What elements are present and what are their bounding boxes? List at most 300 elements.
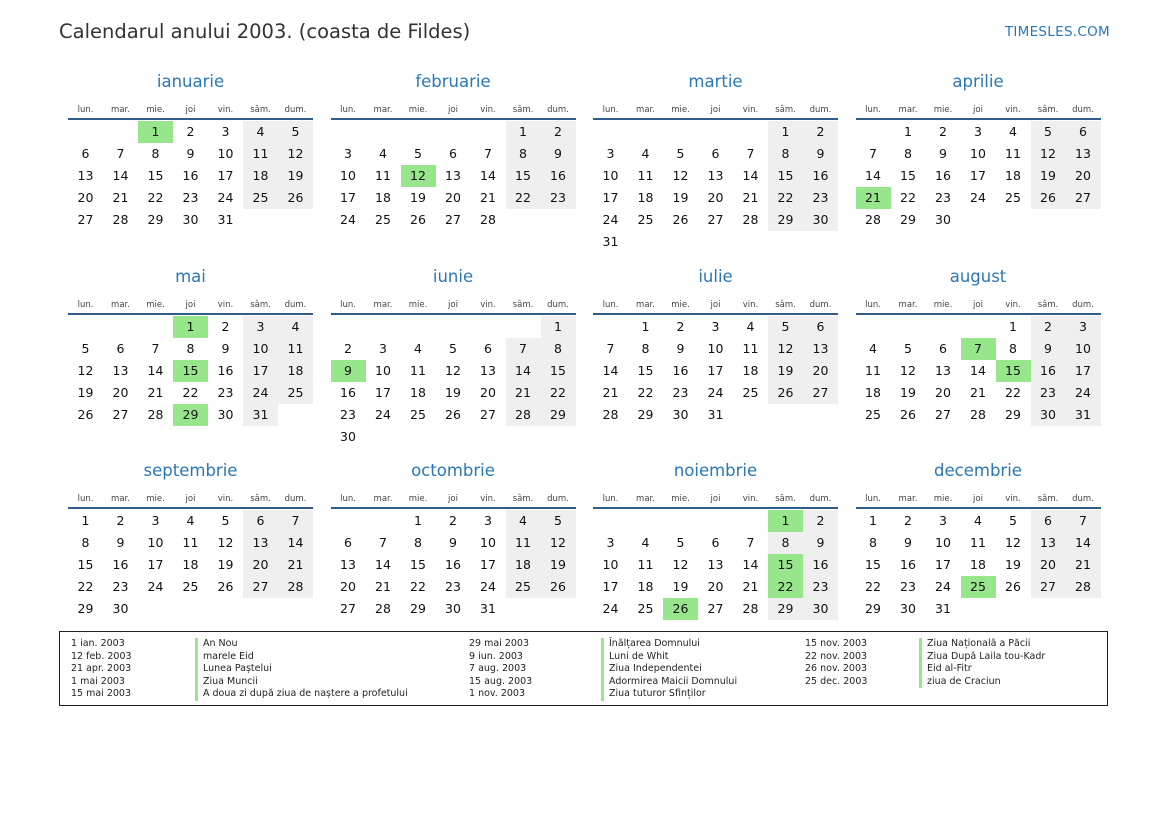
day-cell: 19 <box>278 165 313 187</box>
month-name: aprilie <box>952 72 1004 91</box>
day-cell: 26 <box>541 576 576 598</box>
day-cell: 29 <box>541 404 576 426</box>
weekday-label: sâm. <box>512 299 534 310</box>
day-cell: 18 <box>182 557 199 572</box>
holiday-day-cell: 25 <box>961 576 996 598</box>
legend-dates-col-2 <box>469 638 532 701</box>
weekday-label: lun. <box>865 494 881 504</box>
page-title: Calendarul anului 2003. (coasta de Fildes) <box>59 20 471 43</box>
day-cell: 29 <box>147 212 164 227</box>
weekday-label: mie. <box>408 105 428 115</box>
day-cell: 25 <box>506 576 541 598</box>
month-divider <box>68 507 313 509</box>
day-cell: 30 <box>182 212 199 227</box>
day-cell: 19 <box>445 384 461 400</box>
legend-date: 22 nov. 2003 <box>805 650 868 662</box>
weekday-label: mar. <box>111 105 130 115</box>
day-cell: 23 <box>803 576 838 598</box>
day-cell: 8 <box>768 143 803 165</box>
day-cell: 16 <box>935 168 951 183</box>
legend-holiday: Eid al-Fitr <box>927 663 972 674</box>
day-cell: 5 <box>449 340 457 356</box>
day-cell: 22 <box>506 187 541 209</box>
day-cell: 18 <box>506 554 541 576</box>
day-cell: 22 <box>900 190 916 205</box>
day-cell: 4 <box>1009 124 1017 139</box>
day-cell: 4 <box>869 340 877 356</box>
weekday-label: joi <box>710 105 721 115</box>
day-cell: 2 <box>803 121 838 143</box>
day-cell: 2 <box>541 121 576 143</box>
day-cell: 12 <box>278 143 313 165</box>
day-cell: 3 <box>606 535 615 550</box>
weekday-label: mie. <box>671 105 690 115</box>
month-divider <box>856 313 1101 315</box>
day-cell: 21 <box>742 190 759 205</box>
day-cell: 13 <box>803 338 838 360</box>
day-cell: 31 <box>480 601 496 616</box>
weekday-label: lun. <box>77 494 94 504</box>
weekday-label: joi <box>185 299 196 310</box>
day-cell: 16 <box>900 557 916 572</box>
day-cell: 13 <box>340 557 356 572</box>
day-cell: 28 <box>375 601 391 616</box>
month-divider <box>331 118 576 120</box>
weekday-label: dum. <box>1072 105 1094 115</box>
day-cell: 16 <box>340 384 356 400</box>
weekday-label: sâm. <box>775 494 796 504</box>
weekday-label: dum. <box>1072 299 1094 310</box>
day-cell: 13 <box>1031 532 1066 554</box>
weekday-label: mar. <box>898 105 918 115</box>
day-cell: 10 <box>1066 338 1101 360</box>
holiday-day-cell: 15 <box>173 360 208 382</box>
day-cell: 29 <box>410 601 426 616</box>
weekday-label: dum. <box>284 494 307 504</box>
day-cell: 20 <box>480 384 496 400</box>
weekday-label: dum. <box>809 105 832 115</box>
weekday-label: lun. <box>340 299 356 310</box>
legend-names-col-3 <box>919 638 1045 688</box>
day-cell: 20 <box>707 190 724 205</box>
legend-holiday: Adormirea Maicii Domnului <box>609 675 738 687</box>
day-cell: 11 <box>637 168 654 183</box>
day-cell: 1 <box>869 513 877 528</box>
day-cell: 6 <box>449 146 457 161</box>
legend-holiday: Ziua Independentei <box>609 663 702 674</box>
weekday-label: mie. <box>146 105 165 115</box>
weekday-label: vin. <box>217 105 234 115</box>
weekday-label: joi <box>973 105 983 115</box>
day-cell: 27 <box>935 406 951 422</box>
day-cell: 18 <box>742 362 759 378</box>
day-cell: 19 <box>217 557 234 572</box>
weekday-label: sâm. <box>1037 105 1059 115</box>
day-cell: 7 <box>1066 510 1101 532</box>
day-cell: 25 <box>278 382 313 404</box>
day-cell: 11 <box>970 535 986 550</box>
legend-dates-col-1 <box>71 638 132 701</box>
day-cell: 12 <box>1031 143 1066 165</box>
legend-names-col-2 <box>601 638 737 701</box>
month-name: iunie <box>432 266 474 286</box>
weekday-label: mar. <box>636 105 655 115</box>
day-cell: 19 <box>672 190 689 205</box>
day-cell: 3 <box>243 316 278 338</box>
legend-holiday: ziua de Craciun <box>927 675 1001 687</box>
day-cell: 17 <box>602 190 619 205</box>
day-cell: 9 <box>186 146 195 161</box>
day-cell: 12 <box>541 532 576 554</box>
day-cell: 1 <box>768 121 803 143</box>
weekday-label: sâm. <box>775 299 796 310</box>
legend-date: 1 ian. 2003 <box>71 638 125 649</box>
day-cell: 15 <box>768 165 803 187</box>
day-cell: 24 <box>375 406 391 422</box>
day-cell: 19 <box>1005 557 1021 572</box>
day-cell: 18 <box>375 190 391 205</box>
day-cell: 20 <box>112 384 129 400</box>
day-cell: 12 <box>1005 535 1021 550</box>
holiday-day-cell: 7 <box>961 338 996 360</box>
day-cell: 13 <box>707 557 724 572</box>
month-name: februarie <box>415 72 491 91</box>
day-cell: 11 <box>1005 146 1021 161</box>
month-name: august <box>949 266 1007 286</box>
day-cell: 21 <box>970 384 986 400</box>
day-cell: 25 <box>243 187 278 209</box>
day-cell: 22 <box>410 579 426 594</box>
day-cell: 20 <box>803 360 838 382</box>
weekday-label: sâm. <box>775 105 796 115</box>
weekday-label: vin. <box>217 299 234 310</box>
day-cell: 9 <box>116 535 125 550</box>
day-cell: 25 <box>182 579 199 594</box>
day-cell: 20 <box>935 384 951 400</box>
day-cell: 9 <box>939 146 947 161</box>
day-cell: 24 <box>340 212 356 227</box>
day-cell: 31 <box>602 234 619 249</box>
day-cell: 14 <box>147 362 164 378</box>
day-cell: 26 <box>672 212 689 227</box>
day-cell: 10 <box>340 168 356 183</box>
weekday-label: mar. <box>373 299 393 310</box>
weekday-label: mie. <box>933 105 953 115</box>
day-cell: 11 <box>278 338 313 360</box>
day-cell: 19 <box>768 360 803 382</box>
month-name: noiembrie <box>673 461 758 480</box>
day-cell: 23 <box>445 579 461 594</box>
weekday-label: dum. <box>809 494 832 504</box>
day-cell: 14 <box>278 532 313 554</box>
day-cell: 22 <box>865 579 881 594</box>
day-cell: 30 <box>803 209 838 231</box>
day-cell: 7 <box>606 340 615 356</box>
month-name: iulie <box>698 266 733 286</box>
holiday-day-cell: 21 <box>856 187 891 209</box>
day-cell: 28 <box>278 576 313 598</box>
weekday-label: vin. <box>1005 105 1021 115</box>
day-cell: 8 <box>506 143 541 165</box>
day-cell: 12 <box>217 535 234 550</box>
day-cell: 22 <box>637 384 654 400</box>
weekday-label: mar. <box>111 299 130 310</box>
weekday-label: vin. <box>480 299 496 310</box>
day-cell: 23 <box>541 187 576 209</box>
day-cell: 29 <box>768 209 803 231</box>
day-cell: 9 <box>449 535 457 550</box>
weekday-label: mar. <box>111 494 130 504</box>
day-cell: 3 <box>151 513 160 528</box>
month-name: martie <box>688 72 743 91</box>
day-cell: 12 <box>77 362 94 378</box>
day-cell: 18 <box>278 360 313 382</box>
weekday-label: mie. <box>146 494 165 504</box>
day-cell: 15 <box>410 557 426 572</box>
month-divider <box>593 313 838 315</box>
day-cell: 9 <box>541 143 576 165</box>
day-cell: 11 <box>410 362 426 378</box>
day-cell: 19 <box>541 554 576 576</box>
day-cell: 5 <box>221 513 230 528</box>
day-cell: 7 <box>506 338 541 360</box>
day-cell: 1 <box>541 316 576 338</box>
day-cell: 2 <box>803 510 838 532</box>
weekday-label: joi <box>448 299 458 310</box>
day-cell: 25 <box>410 406 426 422</box>
legend-names-col-1 <box>195 638 408 701</box>
weekday-label: lun. <box>340 105 356 115</box>
day-cell: 15 <box>637 362 654 378</box>
day-cell: 3 <box>484 513 492 528</box>
legend-date: 7 aug. 2003 <box>469 663 527 674</box>
day-cell: 6 <box>711 146 720 161</box>
day-cell: 3 <box>711 318 720 334</box>
day-cell: 27 <box>112 406 129 422</box>
day-cell: 5 <box>904 340 912 356</box>
day-cell: 8 <box>1009 340 1017 356</box>
day-cell: 28 <box>147 406 164 422</box>
day-cell: 29 <box>637 406 654 422</box>
day-cell: 4 <box>506 510 541 532</box>
day-cell: 29 <box>865 601 881 616</box>
day-cell: 17 <box>243 360 278 382</box>
weekday-label: lun. <box>865 299 881 310</box>
weekday-label: lun. <box>602 299 619 310</box>
day-cell: 2 <box>1031 316 1066 338</box>
day-cell: 27 <box>1066 187 1101 209</box>
legend-holiday: A doua zi după ziua de naștere a profetului <box>203 688 408 699</box>
day-cell: 30 <box>445 601 461 616</box>
day-cell: 6 <box>243 510 278 532</box>
day-cell: 23 <box>182 190 199 205</box>
day-cell: 4 <box>278 316 313 338</box>
day-cell: 11 <box>182 535 199 550</box>
weekday-label: vin. <box>1005 299 1021 310</box>
month-divider <box>331 507 576 509</box>
day-cell: 7 <box>379 535 387 550</box>
day-cell: 5 <box>414 146 422 161</box>
day-cell: 14 <box>112 168 129 183</box>
month-name: decembrie <box>934 461 1022 480</box>
day-cell: 1 <box>506 121 541 143</box>
day-cell: 28 <box>742 212 759 227</box>
day-cell: 6 <box>81 146 90 161</box>
day-cell: 23 <box>672 384 689 400</box>
day-cell: 27 <box>77 212 94 227</box>
day-cell: 4 <box>243 121 278 143</box>
day-cell: 12 <box>900 362 916 378</box>
weekday-label: mar. <box>636 494 655 504</box>
day-cell: 18 <box>637 190 654 205</box>
site-link[interactable]: TIMESLES.COM <box>1004 24 1110 40</box>
day-cell: 20 <box>1066 165 1101 187</box>
legend-date: 15 nov. 2003 <box>805 638 868 649</box>
day-cell: 17 <box>602 579 619 594</box>
weekday-label: joi <box>448 494 458 504</box>
day-cell: 26 <box>1031 187 1066 209</box>
day-cell: 18 <box>243 165 278 187</box>
day-cell: 15 <box>541 360 576 382</box>
day-cell: 23 <box>803 187 838 209</box>
day-cell: 21 <box>602 384 619 400</box>
day-cell: 23 <box>1031 382 1066 404</box>
day-cell: 11 <box>637 557 654 572</box>
day-cell: 26 <box>768 382 803 404</box>
day-cell: 6 <box>711 535 720 550</box>
day-cell: 26 <box>445 406 461 422</box>
day-cell: 13 <box>480 362 496 378</box>
weekday-label: sâm. <box>250 494 271 504</box>
day-cell: 24 <box>970 190 986 205</box>
day-cell: 3 <box>939 513 947 528</box>
weekday-label: mie. <box>408 494 428 504</box>
month-divider <box>331 313 576 315</box>
day-cell: 24 <box>1066 382 1101 404</box>
day-cell: 25 <box>637 212 654 227</box>
day-cell: 5 <box>676 146 685 161</box>
weekday-label: sâm. <box>250 105 271 115</box>
day-cell: 25 <box>865 406 881 422</box>
day-cell: 20 <box>77 190 94 205</box>
day-cell: 19 <box>1031 165 1066 187</box>
day-cell: 24 <box>243 382 278 404</box>
day-cell: 21 <box>375 579 391 594</box>
day-cell: 2 <box>939 124 947 139</box>
day-cell: 21 <box>480 190 496 205</box>
day-cell: 12 <box>672 557 689 572</box>
weekday-label: sâm. <box>512 494 534 504</box>
day-cell: 8 <box>641 340 650 356</box>
day-cell: 27 <box>803 382 838 404</box>
day-cell: 31 <box>217 212 234 227</box>
day-cell: 28 <box>112 212 129 227</box>
month-divider <box>856 118 1101 120</box>
weekday-label: vin. <box>742 494 759 504</box>
day-cell: 20 <box>445 190 461 205</box>
day-cell: 14 <box>480 168 496 183</box>
day-cell: 5 <box>676 535 685 550</box>
day-cell: 16 <box>217 362 234 378</box>
day-cell: 20 <box>340 579 356 594</box>
day-cell: 15 <box>147 168 164 183</box>
weekday-label: joi <box>710 494 721 504</box>
day-cell: 24 <box>217 190 234 205</box>
day-cell: 6 <box>1031 510 1066 532</box>
weekday-label: vin. <box>742 299 759 310</box>
month-divider <box>856 507 1101 509</box>
day-cell: 4 <box>641 535 650 550</box>
day-cell: 23 <box>112 579 129 594</box>
day-cell: 7 <box>869 146 877 161</box>
legend-date: 29 mai 2003 <box>469 638 530 649</box>
weekday-label: mar. <box>373 494 393 504</box>
day-cell: 23 <box>900 579 916 594</box>
holiday-day-cell: 15 <box>996 360 1031 382</box>
day-cell: 20 <box>1031 554 1066 576</box>
day-cell: 27 <box>1031 576 1066 598</box>
day-cell: 18 <box>1005 168 1021 183</box>
day-cell: 1 <box>1009 318 1017 334</box>
day-cell: 17 <box>1066 360 1101 382</box>
day-cell: 8 <box>869 535 877 550</box>
weekday-label: joi <box>448 105 458 115</box>
day-cell: 22 <box>182 384 199 400</box>
day-cell: 14 <box>506 360 541 382</box>
month-name: septembrie <box>143 461 238 480</box>
day-cell: 16 <box>803 165 838 187</box>
day-cell: 19 <box>410 190 426 205</box>
day-cell: 1 <box>414 513 422 528</box>
day-cell: 15 <box>865 557 881 572</box>
day-cell: 9 <box>803 532 838 554</box>
day-cell: 4 <box>641 146 650 161</box>
month-divider <box>68 118 313 120</box>
day-cell: 22 <box>768 187 803 209</box>
holiday-day-cell: 1 <box>173 316 208 338</box>
day-cell: 29 <box>1005 406 1021 422</box>
day-cell: 23 <box>340 406 356 422</box>
day-cell: 15 <box>900 168 916 183</box>
day-cell: 17 <box>375 384 391 400</box>
day-cell: 6 <box>484 340 492 356</box>
weekday-label: lun. <box>77 105 94 115</box>
day-cell: 28 <box>480 212 496 227</box>
weekday-label: joi <box>973 494 983 504</box>
day-cell: 23 <box>217 384 234 400</box>
day-cell: 5 <box>541 510 576 532</box>
weekday-label: lun. <box>340 494 356 504</box>
weekday-label: lun. <box>865 105 881 115</box>
day-cell: 9 <box>803 143 838 165</box>
day-cell: 14 <box>375 557 391 572</box>
weekday-label: vin. <box>480 105 496 115</box>
day-cell: 19 <box>672 579 689 594</box>
day-cell: 23 <box>935 190 951 205</box>
weekday-label: sâm. <box>1037 494 1059 504</box>
day-cell: 14 <box>742 557 759 572</box>
legend-holiday: Luni de Whit <box>609 650 669 662</box>
day-cell: 8 <box>81 535 90 550</box>
day-cell: 30 <box>112 601 129 616</box>
day-cell: 25 <box>1005 190 1021 205</box>
day-cell: 5 <box>768 316 803 338</box>
day-cell: 9 <box>221 340 230 356</box>
weekday-label: lun. <box>77 299 94 310</box>
legend-holiday: Ziua După Laila tou-Kadr <box>927 650 1046 662</box>
holiday-day-cell: 29 <box>173 404 208 426</box>
weekday-label: dum. <box>809 299 832 310</box>
